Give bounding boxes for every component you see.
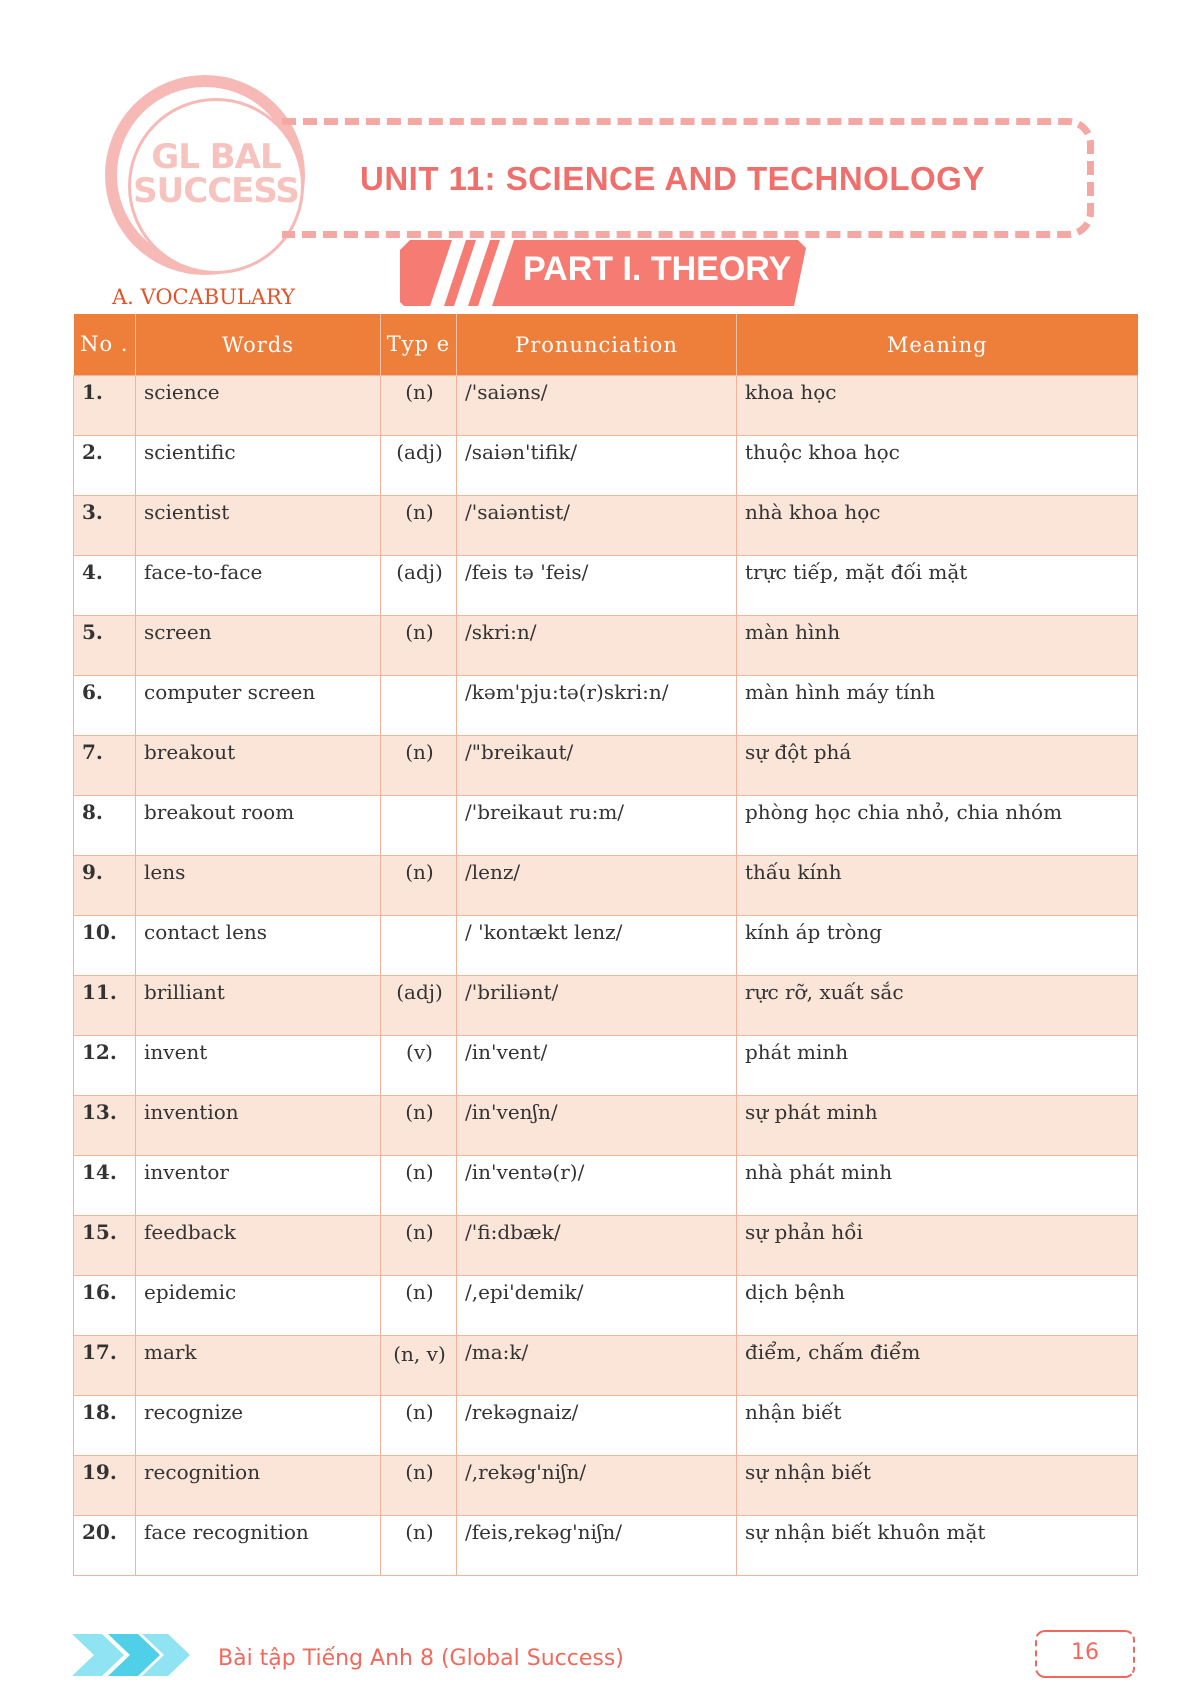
row-type — [381, 796, 457, 856]
row-pronunciation: /saiən'tifik/ — [457, 436, 737, 496]
row-type: (adj) — [381, 976, 457, 1036]
row-type: (n) — [381, 1096, 457, 1156]
table-row — [74, 1216, 1138, 1276]
table-row — [74, 1096, 1138, 1156]
row-number: 10. — [74, 916, 136, 976]
row-number: 20. — [74, 1516, 136, 1576]
row-pronunciation: /feis,rekəg'niʃn/ — [457, 1516, 737, 1576]
row-word: epidemic — [136, 1276, 381, 1336]
row-word: inventor — [136, 1156, 381, 1216]
row-meaning: thuộc khoa học — [737, 436, 1138, 496]
table-header-row — [74, 314, 1138, 376]
row-word: invent — [136, 1036, 381, 1096]
row-number: 18. — [74, 1396, 136, 1456]
row-meaning: kính áp tròng — [737, 916, 1138, 976]
column-header-words: Words — [136, 314, 381, 376]
row-pronunciation: /kəm'pju:tə(r)skri:n/ — [457, 676, 737, 736]
table-row — [74, 616, 1138, 676]
table-row — [74, 496, 1138, 556]
row-meaning: khoa học — [737, 376, 1138, 436]
row-word: face recognition — [136, 1516, 381, 1576]
logo-line-1: GL BAL — [151, 137, 281, 177]
row-type: (n) — [381, 736, 457, 796]
row-pronunciation: /in'vent/ — [457, 1036, 737, 1096]
row-number: 3. — [74, 496, 136, 556]
vocabulary-table — [73, 314, 1138, 1576]
table-row — [74, 916, 1138, 976]
row-word: contact lens — [136, 916, 381, 976]
row-word: face-to-face — [136, 556, 381, 616]
row-type: (n) — [381, 1396, 457, 1456]
page-number-box — [1035, 1630, 1135, 1678]
table-row — [74, 1516, 1138, 1576]
row-number: 13. — [74, 1096, 136, 1156]
row-meaning: thấu kính — [737, 856, 1138, 916]
column-header-pronunciation: Pronunciation — [457, 314, 737, 376]
logo-line-2: SUCCESS — [133, 171, 299, 211]
global-success-logo — [128, 137, 304, 211]
table-row — [74, 1336, 1138, 1396]
row-meaning: nhà phát minh — [737, 1156, 1138, 1216]
table-row — [74, 1156, 1138, 1216]
row-number: 17. — [74, 1336, 136, 1396]
row-word: breakout — [136, 736, 381, 796]
column-header-type: Typ e — [381, 314, 457, 376]
part-banner — [400, 240, 806, 306]
row-meaning: phòng học chia nhỏ, chia nhóm — [737, 796, 1138, 856]
row-meaning: nhận biết — [737, 1396, 1138, 1456]
column-header-no: No . — [74, 314, 136, 376]
row-word: recognize — [136, 1396, 381, 1456]
row-pronunciation: /in'ventə(r)/ — [457, 1156, 737, 1216]
row-number: 9. — [74, 856, 136, 916]
row-word: brilliant — [136, 976, 381, 1036]
table-row — [74, 1396, 1138, 1456]
row-number: 6. — [74, 676, 136, 736]
row-meaning: sự đột phá — [737, 736, 1138, 796]
row-word: invention — [136, 1096, 381, 1156]
row-word: breakout room — [136, 796, 381, 856]
row-number: 12. — [74, 1036, 136, 1096]
row-number: 14. — [74, 1156, 136, 1216]
row-number: 16. — [74, 1276, 136, 1336]
row-number: 2. — [74, 436, 136, 496]
row-type: (adj) — [381, 436, 457, 496]
row-pronunciation: /feis tə 'feis/ — [457, 556, 737, 616]
row-number: 1. — [74, 376, 136, 436]
row-number: 11. — [74, 976, 136, 1036]
row-meaning: màn hình máy tính — [737, 676, 1138, 736]
row-type: (v) — [381, 1036, 457, 1096]
footer-chevrons-icon — [72, 1630, 192, 1684]
row-pronunciation: /rekəgnaiz/ — [457, 1396, 737, 1456]
row-pronunciation: /ma:k/ — [457, 1336, 737, 1396]
row-meaning: rực rỡ, xuất sắc — [737, 976, 1138, 1036]
row-type: (n) — [381, 856, 457, 916]
row-meaning: điểm, chấm điểm — [737, 1336, 1138, 1396]
row-pronunciation: /lenz/ — [457, 856, 737, 916]
table-row — [74, 736, 1138, 796]
row-type: (n, v) — [381, 1336, 457, 1396]
row-number: 15. — [74, 1216, 136, 1276]
table-row — [74, 1036, 1138, 1096]
row-word: scientific — [136, 436, 381, 496]
table-row — [74, 676, 1138, 736]
row-word: feedback — [136, 1216, 381, 1276]
page-number: 16 — [1071, 1640, 1099, 1665]
table-row — [74, 376, 1138, 436]
row-meaning: màn hình — [737, 616, 1138, 676]
table-row — [74, 1276, 1138, 1336]
row-pronunciation: /,epi'demik/ — [457, 1276, 737, 1336]
table-row — [74, 436, 1138, 496]
row-number: 7. — [74, 736, 136, 796]
table-row — [74, 1456, 1138, 1516]
row-type — [381, 916, 457, 976]
table-body — [74, 376, 1138, 1576]
row-meaning: dịch bệnh — [737, 1276, 1138, 1336]
row-meaning: nhà khoa học — [737, 496, 1138, 556]
row-type: (n) — [381, 1456, 457, 1516]
row-pronunciation: /"breikaut/ — [457, 736, 737, 796]
row-number: 19. — [74, 1456, 136, 1516]
unit-title: UNIT 11: SCIENCE AND TECHNOLOGY — [360, 160, 985, 197]
part-title: PART I. THEORY — [523, 250, 792, 288]
table-row — [74, 796, 1138, 856]
row-meaning: trực tiếp, mặt đối mặt — [737, 556, 1138, 616]
row-type: (n) — [381, 1216, 457, 1276]
row-pronunciation: /skri:n/ — [457, 616, 737, 676]
row-pronunciation: /'breikaut ru:m/ — [457, 796, 737, 856]
row-meaning: sự phản hồi — [737, 1216, 1138, 1276]
row-word: screen — [136, 616, 381, 676]
row-type: (n) — [381, 1156, 457, 1216]
row-meaning: phát minh — [737, 1036, 1138, 1096]
row-number: 8. — [74, 796, 136, 856]
row-number: 4. — [74, 556, 136, 616]
row-word: scientist — [136, 496, 381, 556]
row-pronunciation: /,rekəg'niʃn/ — [457, 1456, 737, 1516]
row-word: lens — [136, 856, 381, 916]
row-pronunciation: /in'venʃn/ — [457, 1096, 737, 1156]
row-pronunciation: /'fi:dbæk/ — [457, 1216, 737, 1276]
row-type: (n) — [381, 1276, 457, 1336]
row-word: recognition — [136, 1456, 381, 1516]
row-type: (n) — [381, 616, 457, 676]
row-meaning: sự nhận biết — [737, 1456, 1138, 1516]
row-word: science — [136, 376, 381, 436]
row-meaning: sự nhận biết khuôn mặt — [737, 1516, 1138, 1576]
table-row — [74, 976, 1138, 1036]
row-word: mark — [136, 1336, 381, 1396]
row-meaning: sự phát minh — [737, 1096, 1138, 1156]
row-type: (n) — [381, 496, 457, 556]
row-type: (n) — [381, 376, 457, 436]
row-pronunciation: /'saiəns/ — [457, 376, 737, 436]
row-type: (adj) — [381, 556, 457, 616]
row-type — [381, 676, 457, 736]
column-header-meaning: Meaning — [737, 314, 1138, 376]
section-heading: A. VOCABULARY — [112, 285, 296, 309]
footer-book-title: Bài tập Tiếng Anh 8 (Global Success) — [218, 1646, 624, 1671]
row-number: 5. — [74, 616, 136, 676]
row-pronunciation: / 'kontækt lenz/ — [457, 916, 737, 976]
row-word: computer screen — [136, 676, 381, 736]
row-pronunciation: /'saiəntist/ — [457, 496, 737, 556]
table-row — [74, 556, 1138, 616]
row-type: (n) — [381, 1516, 457, 1576]
row-pronunciation: /'briliənt/ — [457, 976, 737, 1036]
table-row — [74, 856, 1138, 916]
